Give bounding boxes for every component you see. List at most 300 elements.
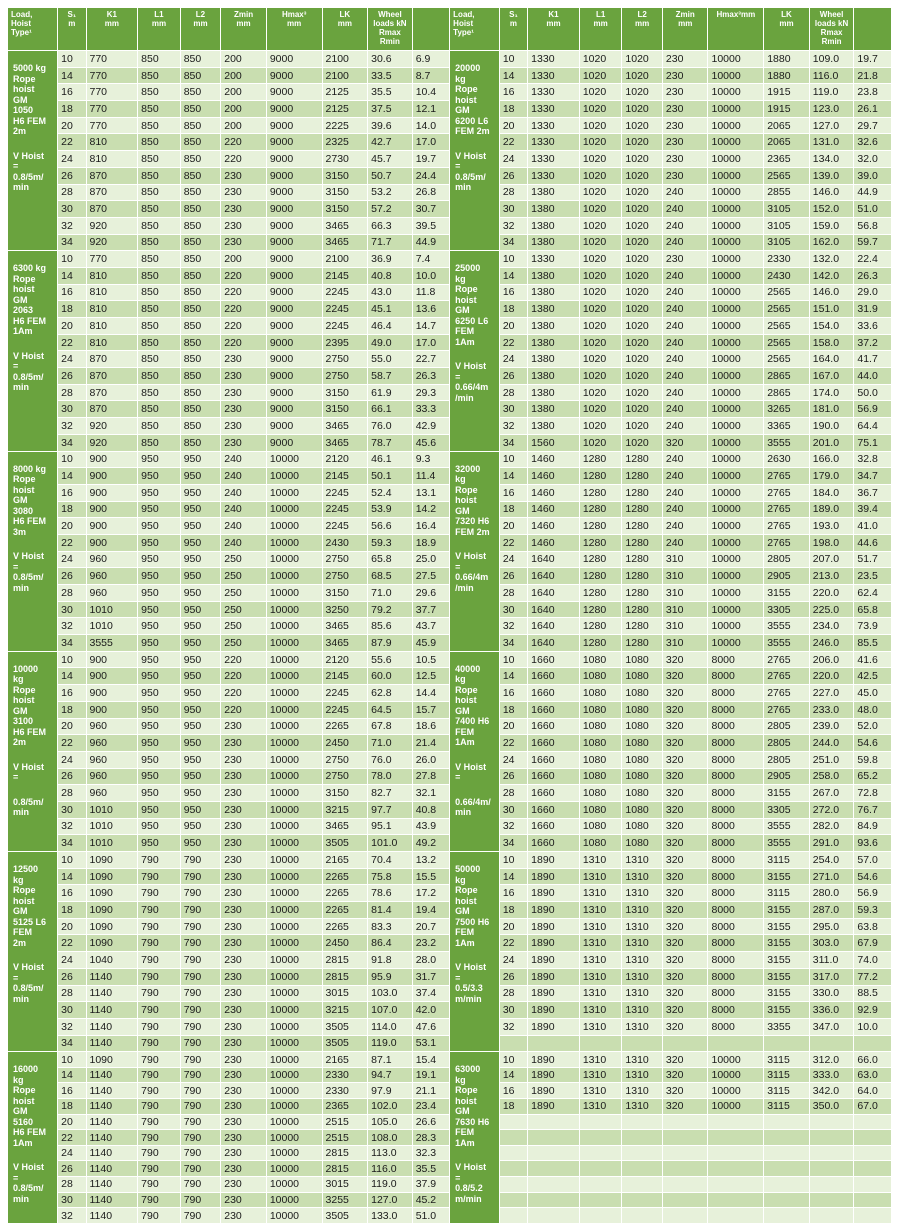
table-cell: 850 (180, 117, 221, 134)
table-cell: 770 (86, 67, 138, 84)
table-cell: 2100 (322, 67, 368, 84)
table-cell: 95.1 (368, 818, 413, 835)
hoist-type-label-line: 0.8/5.2 (455, 1183, 496, 1194)
table-cell: 1140 (86, 1130, 138, 1146)
table-cell: 32.8 (854, 451, 892, 468)
table-cell: 184.0 (809, 484, 854, 501)
table-header (8, 8, 892, 51)
table-cell: 790 (180, 985, 221, 1002)
table-cell: 10 (499, 1052, 527, 1068)
table-cell: 2750 (322, 768, 368, 785)
column-header: Load, Hoist Type¹ (8, 8, 58, 51)
table-cell: 250 (221, 585, 267, 602)
table-cell: 230 (221, 985, 267, 1002)
table-cell: 1020 (579, 101, 622, 118)
table-cell: 71.0 (368, 585, 413, 602)
table-cell: 350.0 (809, 1099, 854, 1115)
table-cell: 1020 (579, 151, 622, 168)
hoist-type-label-line: kg (13, 1075, 54, 1086)
table-cell (854, 1208, 892, 1223)
table-cell: 9000 (266, 351, 322, 368)
table-cell: 32.0 (854, 151, 892, 168)
table-cell: 64.0 (854, 1083, 892, 1099)
table-cell: 119.0 (809, 84, 854, 101)
table-cell: 1140 (86, 1083, 138, 1099)
table-cell: 230 (221, 952, 267, 969)
hoist-type-label-line: Rope (13, 1085, 54, 1096)
table-cell: 850 (138, 284, 181, 301)
table-cell: 1380 (528, 351, 580, 368)
table-cell (809, 1035, 854, 1052)
column-header: LK mm (322, 8, 368, 51)
table-cell: 3105 (764, 201, 810, 218)
table-cell: 1890 (528, 1002, 580, 1019)
table-cell: 19.7 (412, 151, 449, 168)
table-cell: 10000 (266, 1067, 322, 1083)
table-cell: 1090 (86, 902, 138, 919)
table-cell: 920 (86, 234, 138, 251)
table-cell: 32 (58, 418, 86, 435)
table-cell: 850 (138, 184, 181, 201)
table-cell: 250 (221, 551, 267, 568)
table-cell: 240 (221, 518, 267, 535)
column-header: K1 mm (528, 8, 580, 51)
table-cell: 230 (221, 718, 267, 735)
table-cell: 16 (499, 1083, 527, 1099)
column-header (412, 8, 449, 51)
table-cell: 850 (138, 201, 181, 218)
table-cell: 950 (138, 551, 181, 568)
table-cell: 16 (499, 885, 527, 902)
table-cell: 36.9 (368, 251, 413, 268)
table-cell: 250 (221, 568, 267, 585)
table-cell (809, 1145, 854, 1161)
table-cell: 950 (138, 751, 181, 768)
table-cell: 1010 (86, 818, 138, 835)
table-cell: 35.5 (368, 84, 413, 101)
table-cell: 8000 (708, 818, 764, 835)
hoist-type-label-line: 1Am (455, 337, 496, 348)
table-cell: 75.1 (854, 434, 892, 451)
table-row (8, 251, 892, 268)
table-cell: 1460 (528, 484, 580, 501)
table-cell (809, 1177, 854, 1193)
table-cell: 230 (221, 1035, 267, 1052)
table-cell: 2265 (322, 918, 368, 935)
table-cell: 1020 (579, 368, 622, 385)
table-cell: 790 (138, 1035, 181, 1052)
table-cell: 10000 (708, 384, 764, 401)
table-cell: 850 (180, 318, 221, 335)
table-cell: 960 (86, 768, 138, 785)
table-cell: 103.0 (368, 985, 413, 1002)
table-cell: 28 (499, 785, 527, 802)
table-cell: 1380 (528, 184, 580, 201)
table-cell: 790 (138, 868, 181, 885)
table-cell: 1080 (622, 785, 663, 802)
table-cell: 24 (499, 551, 527, 568)
table-cell: 3105 (764, 234, 810, 251)
table-cell: 102.0 (368, 1099, 413, 1115)
hoist-type-label-line: V Hoist (455, 1162, 496, 1173)
table-cell: 32 (58, 818, 86, 835)
table-cell: 24.4 (412, 167, 449, 184)
table-cell: 20 (499, 318, 527, 335)
table-cell: 1080 (579, 785, 622, 802)
table-cell: 320 (662, 968, 708, 985)
table-cell: 258.0 (809, 768, 854, 785)
table-cell: 225.0 (809, 601, 854, 618)
table-cell: 18 (499, 701, 527, 718)
table-cell: 26 (499, 368, 527, 385)
table-cell: 1020 (622, 234, 663, 251)
table-cell: 240 (662, 468, 708, 485)
table-cell: 78.0 (368, 768, 413, 785)
table-cell: 51.0 (854, 201, 892, 218)
table-cell: 2750 (322, 551, 368, 568)
table-cell: 230 (662, 251, 708, 268)
table-cell: 240 (662, 368, 708, 385)
table-cell: 26.1 (854, 101, 892, 118)
table-cell: 8000 (708, 835, 764, 852)
table-cell: 8000 (708, 968, 764, 985)
table-cell: 900 (86, 701, 138, 718)
table-cell: 10000 (266, 1145, 322, 1161)
table-cell: 790 (138, 1177, 181, 1193)
hoist-type-label-line: GM (13, 706, 54, 717)
table-cell: 1310 (579, 868, 622, 885)
hoist-type-label-line: GM (13, 906, 54, 917)
table-cell: 10000 (708, 267, 764, 284)
hoist-type-label-line: = (13, 973, 54, 984)
table-cell: 10000 (266, 1177, 322, 1193)
table-cell (764, 1035, 810, 1052)
table-cell: 870 (86, 184, 138, 201)
table-cell: 10000 (708, 84, 764, 101)
table-cell: 1280 (622, 451, 663, 468)
table-cell: 3465 (322, 234, 368, 251)
table-cell: 1080 (579, 751, 622, 768)
table-cell: 240 (221, 468, 267, 485)
table-cell: 2750 (322, 368, 368, 385)
table-cell: 9000 (266, 84, 322, 101)
table-cell: 119.0 (368, 1035, 413, 1052)
table-cell (579, 1192, 622, 1208)
table-cell (662, 1161, 708, 1177)
table-cell: 1890 (528, 1052, 580, 1068)
table-cell: 59.8 (854, 751, 892, 768)
table-cell: 8000 (708, 852, 764, 869)
table-cell: 220.0 (809, 585, 854, 602)
table-cell: 850 (180, 84, 221, 101)
table-cell: 181.0 (809, 401, 854, 418)
table-cell: 40.8 (368, 267, 413, 284)
table-cell: 1330 (528, 101, 580, 118)
table-cell: 14 (58, 668, 86, 685)
table-cell: 20 (499, 718, 527, 735)
table-cell: 1140 (86, 968, 138, 985)
table-cell: 230 (221, 401, 267, 418)
table-cell: 2765 (764, 484, 810, 501)
table-cell: 2330 (322, 1067, 368, 1083)
table-cell: 282.0 (809, 818, 854, 835)
table-cell: 1380 (528, 284, 580, 301)
table-cell: 13.1 (412, 484, 449, 501)
table-cell: 850 (180, 351, 221, 368)
table-cell: 3150 (322, 401, 368, 418)
table-cell: 29.3 (412, 384, 449, 401)
table-cell: 8000 (708, 651, 764, 668)
hoist-type-label-line: hoist (455, 295, 496, 306)
table-cell: 8000 (708, 885, 764, 902)
table-cell: 1310 (622, 985, 663, 1002)
table-cell: 2765 (764, 701, 810, 718)
hoist-type-label-line: hoist (13, 284, 54, 295)
table-cell: 22 (58, 1130, 86, 1146)
table-cell: 870 (86, 201, 138, 218)
table-cell: 900 (86, 501, 138, 518)
table-cell: 1020 (622, 418, 663, 435)
hoist-type-label-line: Rope (13, 885, 54, 896)
table-cell: 20 (58, 518, 86, 535)
table-cell: 770 (86, 51, 138, 68)
table-cell: 10000 (266, 551, 322, 568)
table-cell: 26 (58, 968, 86, 985)
table-cell: 3355 (764, 1018, 810, 1035)
table-cell: 123.0 (809, 101, 854, 118)
hoist-type-label (450, 852, 500, 1052)
table-cell: 39.5 (412, 217, 449, 234)
table-cell: 950 (180, 518, 221, 535)
table-cell: 870 (86, 401, 138, 418)
table-cell: 3155 (764, 968, 810, 985)
table-cell: 240 (662, 234, 708, 251)
table-cell: 850 (180, 384, 221, 401)
table-cell: 230 (221, 351, 267, 368)
table-cell: 42.7 (368, 134, 413, 151)
table-cell: 10000 (266, 801, 322, 818)
table-cell (662, 1114, 708, 1130)
table-cell: 28.3 (412, 1130, 449, 1146)
hoist-type-label-line: hoist (13, 695, 54, 706)
table-cell: 1310 (622, 885, 663, 902)
table-cell: 3255 (322, 1192, 368, 1208)
table-cell: 1660 (528, 801, 580, 818)
table-cell: 230 (221, 968, 267, 985)
table-cell: 240 (221, 534, 267, 551)
table-cell: 19.7 (854, 51, 892, 68)
table-cell: 1080 (622, 651, 663, 668)
table-cell: 18 (58, 701, 86, 718)
table-cell: 74.0 (854, 952, 892, 969)
table-cell: 790 (180, 1002, 221, 1019)
table-cell: 320 (662, 918, 708, 935)
table-cell: 2565 (764, 301, 810, 318)
table-cell: 68.5 (368, 568, 413, 585)
table-cell: 53.1 (412, 1035, 449, 1052)
table-cell: 1280 (622, 468, 663, 485)
table-cell: 14.7 (412, 318, 449, 335)
table-cell: 10000 (266, 952, 322, 969)
table-cell: 10000 (708, 117, 764, 134)
table-cell: 1660 (528, 718, 580, 735)
table-cell: 72.8 (854, 785, 892, 802)
table-cell: 10000 (708, 234, 764, 251)
table-cell: 127.0 (368, 1192, 413, 1208)
table-cell: 900 (86, 518, 138, 535)
table-cell: 1380 (528, 318, 580, 335)
table-cell: 1880 (764, 51, 810, 68)
table-cell: 32.1 (412, 785, 449, 802)
hoist-type-label-line: min (13, 382, 54, 393)
hoist-type-label-line: FEM (13, 927, 54, 938)
table-cell: 3155 (764, 785, 810, 802)
table-cell: 56.8 (854, 217, 892, 234)
hoist-type-label-line: 2m (13, 126, 54, 137)
hoist-type-label-line: 7400 H6 (455, 716, 496, 727)
table-cell: 1310 (579, 918, 622, 935)
table-cell: 88.5 (854, 985, 892, 1002)
table-cell: 900 (86, 668, 138, 685)
table-cell: 16.4 (412, 518, 449, 535)
table-cell: 36.7 (854, 484, 892, 501)
table-cell: 1280 (622, 534, 663, 551)
table-cell: 12.5 (412, 668, 449, 685)
table-cell: 230 (221, 852, 267, 869)
table-cell: 1020 (622, 117, 663, 134)
table-cell (622, 1145, 663, 1161)
table-cell: 810 (86, 318, 138, 335)
table-cell: 2515 (322, 1114, 368, 1130)
table-cell: 1140 (86, 1099, 138, 1115)
hoist-type-label-line: 20000 (455, 63, 496, 74)
table-cell: 2905 (764, 568, 810, 585)
table-cell: 24 (499, 151, 527, 168)
table-cell: 22 (499, 935, 527, 952)
table-cell: 82.7 (368, 785, 413, 802)
table-cell: 310 (662, 635, 708, 652)
table-cell: 220 (221, 685, 267, 702)
table-cell: 1330 (528, 84, 580, 101)
table-cell: 109.0 (809, 51, 854, 68)
table-cell: 2265 (322, 902, 368, 919)
table-cell: 131.0 (809, 134, 854, 151)
table-cell: 10000 (708, 318, 764, 335)
column-header (854, 8, 892, 51)
hoist-type-label-line: 12500 (13, 864, 54, 875)
table-cell: 230 (221, 902, 267, 919)
hoist-type-label-line: m/min (455, 994, 496, 1005)
table-cell: 1280 (622, 618, 663, 635)
table-cell: 1640 (528, 618, 580, 635)
table-cell: 14 (499, 868, 527, 885)
table-cell: 10000 (708, 201, 764, 218)
hoist-type-label-line: = (455, 372, 496, 383)
table-cell: 3250 (322, 601, 368, 618)
table-cell: 24 (499, 751, 527, 768)
table-cell: 234.0 (809, 618, 854, 635)
table-cell: 146.0 (809, 184, 854, 201)
table-cell: 240 (662, 184, 708, 201)
table-cell: 3555 (86, 635, 138, 652)
table-cell: 44.9 (412, 234, 449, 251)
table-cell: 22 (499, 534, 527, 551)
table-cell: 790 (138, 1161, 181, 1177)
table-cell: 810 (86, 134, 138, 151)
table-cell: 850 (180, 134, 221, 151)
table-cell (499, 1145, 527, 1161)
table-cell: 1080 (622, 801, 663, 818)
table-cell: 1080 (579, 685, 622, 702)
table-cell: 230 (221, 368, 267, 385)
hoist-type-label-line: 16000 (13, 1064, 54, 1075)
table-cell: 2245 (322, 685, 368, 702)
table-cell: 810 (86, 284, 138, 301)
table-cell: 27.5 (412, 568, 449, 585)
hoist-type-label-line: 5000 kg (13, 63, 54, 74)
table-cell: 26.3 (412, 368, 449, 385)
table-cell: 42.0 (412, 1002, 449, 1019)
table-cell: 1140 (86, 1067, 138, 1083)
table-cell: 1310 (622, 902, 663, 919)
table-cell: 30 (58, 601, 86, 618)
table-cell: 850 (180, 151, 221, 168)
table-cell: 39.0 (854, 167, 892, 184)
table-cell (579, 1208, 622, 1223)
table-cell: 10000 (266, 451, 322, 468)
table-cell: 310 (662, 618, 708, 635)
table-cell: 850 (180, 301, 221, 318)
column-header: Load, Hoist Type¹ (450, 8, 500, 51)
table-cell: 1280 (579, 551, 622, 568)
hoist-type-label-line: kg (455, 1075, 496, 1086)
table-cell: 1890 (528, 902, 580, 919)
table-cell: 2750 (322, 568, 368, 585)
table-cell: 24 (58, 952, 86, 969)
table-cell: 227.0 (809, 685, 854, 702)
table-cell: 870 (86, 368, 138, 385)
table-cell: 86.4 (368, 935, 413, 952)
table-cell: 45.6 (412, 434, 449, 451)
table-cell: 34 (499, 234, 527, 251)
table-cell (579, 1145, 622, 1161)
table-cell: 230 (662, 117, 708, 134)
table-cell: 1080 (622, 668, 663, 685)
table-cell: 960 (86, 785, 138, 802)
table-cell: 1020 (622, 251, 663, 268)
table-row (8, 51, 892, 68)
hoist-type-label-line: V Hoist (455, 151, 496, 162)
table-cell: 71.0 (368, 735, 413, 752)
table-cell: 240 (662, 384, 708, 401)
table-cell: 220 (221, 134, 267, 151)
table-cell: 1890 (528, 1018, 580, 1035)
table-cell: 1310 (579, 1052, 622, 1068)
table-cell: 26 (499, 568, 527, 585)
table-cell: 320 (662, 668, 708, 685)
hoist-type-label-line: min (13, 807, 54, 818)
table-cell: 3465 (322, 618, 368, 635)
table-cell: 154.0 (809, 318, 854, 335)
column-header: Zmin mm (662, 8, 708, 51)
table-cell: 28 (58, 184, 86, 201)
hoist-type-label-line: = (455, 562, 496, 573)
table-cell: 850 (180, 67, 221, 84)
table-cell: 1020 (622, 401, 663, 418)
hoist-type-label-line: Rope (455, 685, 496, 696)
hoist-type-label-line: FEM (455, 727, 496, 738)
table-cell: 16 (499, 685, 527, 702)
